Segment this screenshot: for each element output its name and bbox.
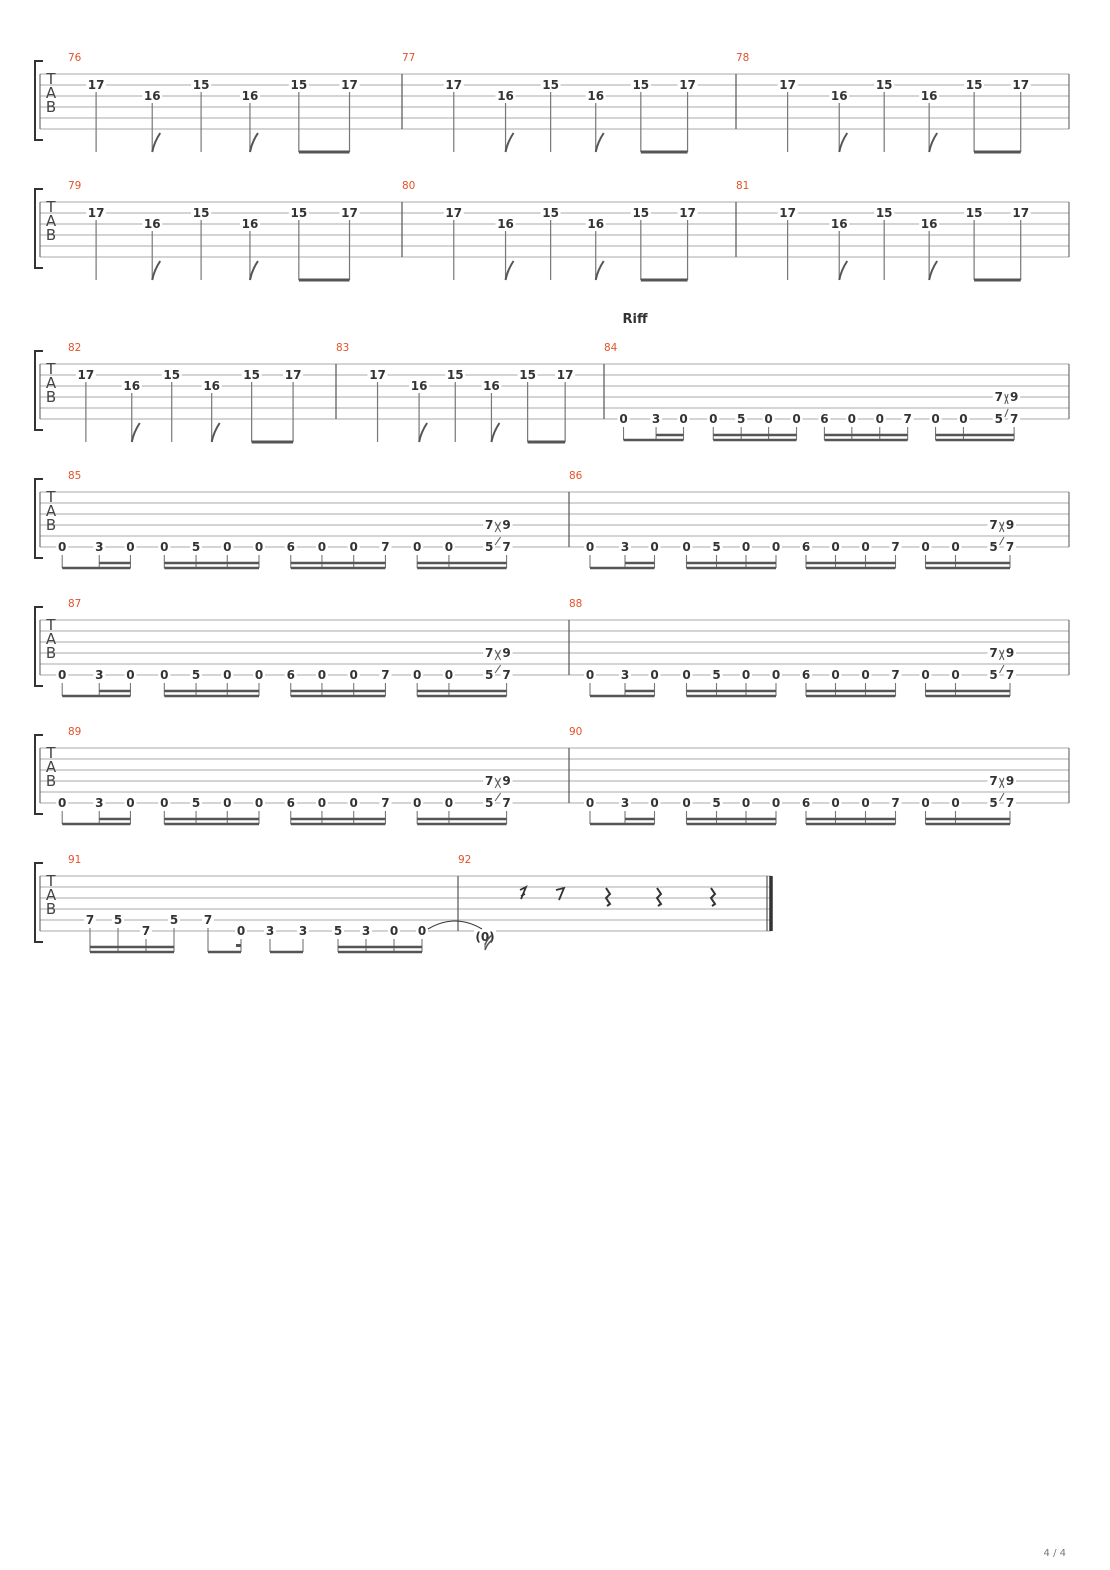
- fret-number: 16: [143, 89, 161, 103]
- fret-number: 0: [223, 796, 232, 810]
- eighth-flag: [929, 133, 937, 152]
- fret-number: 0: [951, 668, 960, 682]
- fret-number: 0: [349, 668, 358, 682]
- measure-number: 79: [68, 180, 82, 192]
- fret-number: 0: [412, 668, 422, 682]
- fret-number: 15: [519, 368, 536, 382]
- fret-number: 5: [989, 796, 998, 810]
- measure-number: 83: [336, 342, 350, 354]
- fret-number: 0: [771, 796, 781, 810]
- fret-number: 16: [143, 217, 161, 231]
- tab-clef-letter: A: [45, 212, 57, 230]
- fret-number: 0: [741, 540, 751, 554]
- fret-number: 9: [1005, 646, 1015, 660]
- eighth-flag: [152, 261, 160, 280]
- fret-number: 3: [95, 668, 104, 682]
- tab-clef-letter: T: [46, 70, 56, 88]
- fret-number: 0: [771, 668, 781, 682]
- fret-number: 0: [444, 540, 454, 554]
- fret-number: 17: [77, 368, 95, 382]
- fret-number: 5: [989, 668, 998, 682]
- measure-number: 81: [736, 180, 750, 192]
- fret-number: 16: [497, 217, 514, 231]
- slide-line: [495, 537, 500, 545]
- fret-number: 5: [484, 668, 494, 682]
- fret-number: 15: [192, 78, 210, 92]
- fret-number: 0: [921, 540, 930, 554]
- slide-line: [1000, 793, 1005, 801]
- fret-number: 0: [771, 540, 781, 554]
- fret-number: 5: [736, 412, 746, 426]
- fret-number: 7: [484, 646, 494, 660]
- fret-number: 3: [620, 796, 630, 810]
- slide-line: [495, 793, 500, 801]
- fret-number: 0: [831, 796, 840, 810]
- fret-number: 17: [679, 78, 696, 92]
- fret-number: 0: [349, 796, 358, 810]
- fret-number: 0: [223, 668, 232, 682]
- fret-number: 15: [875, 78, 893, 92]
- fret-number: 16: [123, 379, 141, 393]
- fret-number: 16: [483, 379, 500, 393]
- slide-line: [1000, 537, 1005, 545]
- fret-number: 7: [989, 518, 998, 532]
- fret-number: 0: [951, 540, 960, 554]
- fret-number: 7: [1005, 540, 1015, 554]
- slide-line: [1000, 665, 1005, 673]
- eighth-flag: [839, 261, 847, 280]
- staff-system: [35, 726, 1069, 824]
- fret-number: 5: [191, 668, 201, 682]
- fret-number: 0: [223, 540, 232, 554]
- fret-number: 9: [1005, 774, 1015, 788]
- tab-clef-letter: A: [45, 84, 57, 102]
- fret-number: 7: [1005, 796, 1015, 810]
- fret-number: 7: [903, 412, 912, 426]
- fret-number: 0: [58, 540, 67, 554]
- fret-number: 7: [989, 774, 998, 788]
- fret-number: 5: [191, 796, 201, 810]
- tab-clef-letter: B: [45, 644, 57, 662]
- eighth-flag: [491, 423, 499, 442]
- eighth-flag: [419, 423, 427, 442]
- fret-number: 17: [341, 206, 358, 220]
- fret-number: 9: [502, 774, 511, 788]
- fret-number: 0: [682, 540, 691, 554]
- fret-number: 0: [741, 668, 751, 682]
- fret-number: 5: [191, 540, 201, 554]
- measure-number: 88: [569, 598, 583, 610]
- tab-clef-letter: T: [46, 744, 56, 762]
- fret-number: 16: [241, 89, 259, 103]
- system-bracket: [35, 735, 43, 814]
- measure: [520, 887, 715, 906]
- fret-number: 5: [113, 913, 123, 927]
- tab-clef-letter: B: [45, 772, 57, 790]
- fret-number: 16: [830, 217, 848, 231]
- tab-clef-letter: B: [45, 388, 57, 406]
- fret-number: 15: [163, 368, 181, 382]
- measure: [444, 206, 698, 280]
- fret-number: 3: [620, 540, 630, 554]
- fret-number: 17: [556, 368, 574, 382]
- fret-number: 0: [831, 668, 840, 682]
- eighth-flag: [250, 261, 258, 280]
- fret-number: 17: [779, 78, 796, 92]
- fret-number: 16: [587, 89, 605, 103]
- fret-number: 5: [989, 540, 998, 554]
- fret-number: 16: [920, 217, 938, 231]
- fret-number: 0: [650, 796, 659, 810]
- fret-number: 3: [620, 668, 630, 682]
- eighth-flag: [152, 133, 160, 152]
- fret-number: 5: [712, 796, 721, 810]
- tab-clef-letter: T: [46, 488, 56, 506]
- measure-number: 82: [68, 342, 82, 354]
- eighth-flag: [132, 423, 140, 442]
- fret-number: 15: [965, 78, 983, 92]
- fret-number: 16: [241, 217, 259, 231]
- fret-number: 0: [389, 924, 399, 938]
- eighth-flag: [596, 133, 604, 152]
- tab-clef-letter: B: [45, 516, 57, 534]
- fret-number: 7: [203, 913, 213, 927]
- fret-number: 0: [236, 924, 246, 938]
- fret-number: 9: [502, 646, 511, 660]
- fret-number: 6: [801, 540, 811, 554]
- fret-number: 7: [989, 646, 998, 660]
- fret-number: 0: [126, 540, 135, 554]
- measure: [84, 913, 496, 952]
- fret-number: 6: [286, 796, 295, 810]
- fret-number: 0: [921, 796, 930, 810]
- fret-number: 3: [651, 412, 661, 426]
- fret-number: 15: [243, 368, 260, 382]
- fret-number: 17: [1012, 78, 1030, 92]
- fret-number: 16: [410, 379, 428, 393]
- measure-number: 90: [569, 726, 583, 738]
- fret-number: 15: [632, 78, 650, 92]
- tab-clef-letter: A: [45, 502, 57, 520]
- fret-number: 0: [254, 540, 264, 554]
- system-bracket: [35, 479, 43, 558]
- fret-number: 0: [861, 668, 870, 682]
- fret-number: 0: [160, 668, 169, 682]
- fret-number: 0: [417, 924, 427, 938]
- eighth-flag: [929, 261, 937, 280]
- quarter-rest: [657, 888, 661, 906]
- fret-number: 0: [317, 540, 327, 554]
- fret-number: 17: [1012, 206, 1030, 220]
- tab-clef-letter: B: [45, 900, 57, 918]
- tab-clef-letter: B: [45, 98, 57, 116]
- fret-number: 9: [1005, 518, 1015, 532]
- fret-number: 3: [95, 540, 104, 554]
- eighth-flag: [250, 133, 258, 152]
- fret-number: 0: [444, 668, 454, 682]
- measure: [368, 368, 576, 442]
- fret-number: 15: [290, 78, 308, 92]
- measure-number: 77: [402, 52, 416, 64]
- fret-number: 0: [58, 796, 67, 810]
- fret-number: 0: [764, 412, 773, 426]
- fret-number: 15: [446, 368, 464, 382]
- fret-number: 6: [286, 668, 295, 682]
- fret-number: 3: [95, 796, 104, 810]
- fret-number: 17: [341, 78, 358, 92]
- fret-number: 0: [650, 540, 659, 554]
- fret-number: 15: [192, 206, 210, 220]
- fret-number: 7: [994, 390, 1003, 404]
- quarter-rest: [711, 888, 715, 906]
- fret-number: 7: [381, 668, 390, 682]
- tab-clef-letter: B: [45, 226, 57, 244]
- fret-number: 7: [381, 796, 390, 810]
- measure: [76, 368, 303, 442]
- fret-number: 7: [891, 668, 900, 682]
- fret-number: 0: [317, 796, 327, 810]
- fret-number: 7: [484, 518, 494, 532]
- eighth-flag: [506, 261, 514, 280]
- system-bracket: [35, 351, 43, 430]
- measure: [778, 78, 1031, 152]
- fret-number: 0: [58, 668, 67, 682]
- section-label: Riff: [622, 312, 648, 327]
- fret-number: 0: [831, 540, 840, 554]
- fret-number: 0: [160, 796, 169, 810]
- slide-line: [495, 665, 500, 673]
- fret-number: 0: [585, 796, 595, 810]
- system-bracket: [35, 863, 43, 942]
- fret-number: 0: [875, 412, 884, 426]
- fret-number: 17: [87, 78, 105, 92]
- fret-number: 7: [502, 796, 511, 810]
- fret-number: 0: [792, 412, 801, 426]
- fret-number: 15: [875, 206, 893, 220]
- fret-number: 3: [361, 924, 371, 938]
- fret-number: 6: [801, 668, 811, 682]
- fret-number: 7: [891, 540, 900, 554]
- fret-number: 16: [587, 217, 605, 231]
- fret-number: 0: [861, 796, 870, 810]
- fret-number: 0: [349, 540, 358, 554]
- fret-number: 17: [779, 206, 796, 220]
- measure-number: 76: [68, 52, 82, 64]
- system-bracket: [35, 61, 43, 140]
- measure: [86, 78, 359, 152]
- fret-number: 17: [284, 368, 302, 382]
- fret-number: 15: [632, 206, 650, 220]
- fret-number: 15: [542, 78, 559, 92]
- fret-number: 0: [126, 796, 135, 810]
- fret-number: 0: [847, 412, 857, 426]
- fret-number: 5: [484, 540, 494, 554]
- measure-number: 87: [68, 598, 82, 610]
- fret-number: 17: [679, 206, 696, 220]
- fret-number: 0: [682, 668, 691, 682]
- fret-number: 0: [254, 668, 264, 682]
- fret-number: 7: [484, 774, 494, 788]
- fret-number: 0: [682, 796, 691, 810]
- fret-number: 0: [951, 796, 960, 810]
- tab-clef-letter: T: [46, 872, 56, 890]
- tab-clef-letter: A: [45, 374, 57, 392]
- eighth-flag: [506, 133, 514, 152]
- fret-number: 0: [585, 540, 595, 554]
- measure-number: 91: [68, 854, 82, 866]
- fret-number: 7: [502, 668, 511, 682]
- staff-system: [35, 180, 1069, 280]
- fret-number: 0: [931, 412, 940, 426]
- fret-number: 0: [619, 412, 628, 426]
- fret-number: 7: [891, 796, 900, 810]
- fret-number: 0: [741, 796, 751, 810]
- fret-number: 0: [412, 540, 422, 554]
- fret-number: 0: [650, 668, 659, 682]
- fret-number: 0: [317, 668, 327, 682]
- measure-number: 84: [604, 342, 618, 354]
- fret-number: 17: [369, 368, 386, 382]
- fret-number: 17: [445, 206, 463, 220]
- fret-number: 9: [1009, 390, 1019, 404]
- tied-note: (0): [475, 930, 495, 944]
- eighth-flag: [839, 133, 847, 152]
- page-indicator: 4 / 4: [1043, 1548, 1066, 1559]
- tab-clef-letter: A: [45, 758, 57, 776]
- fret-number: 0: [126, 668, 135, 682]
- measure-number: 89: [68, 726, 82, 738]
- fret-number: 9: [502, 518, 511, 532]
- dot-beam: [236, 944, 241, 947]
- fret-number: 6: [801, 796, 811, 810]
- measure: [86, 206, 359, 280]
- tab-clef-letter: T: [46, 360, 56, 378]
- fret-number: 17: [445, 78, 463, 92]
- fret-number: 0: [585, 668, 595, 682]
- fret-number: 7: [141, 924, 151, 938]
- fret-number: 7: [85, 913, 95, 927]
- fret-number: 16: [203, 379, 221, 393]
- fret-number: 0: [679, 412, 688, 426]
- measure-number: 78: [736, 52, 750, 64]
- fret-number: 16: [830, 89, 848, 103]
- measure-number: 80: [402, 180, 416, 192]
- measure: [444, 78, 698, 152]
- fret-number: 5: [484, 796, 494, 810]
- system-bracket: [35, 189, 43, 268]
- fret-number: 5: [994, 412, 1003, 426]
- fret-number: 17: [87, 206, 105, 220]
- fret-number: 15: [542, 206, 559, 220]
- measure: [778, 206, 1031, 280]
- measure-number: 86: [569, 470, 583, 482]
- fret-number: 7: [381, 540, 390, 554]
- fret-number: 6: [820, 412, 829, 426]
- eighth-flag: [212, 423, 220, 442]
- quarter-rest: [606, 888, 610, 906]
- fret-number: 5: [333, 924, 343, 938]
- tab-clef-letter: T: [46, 616, 56, 634]
- tie-arc: [428, 921, 482, 929]
- eighth-flag: [596, 261, 604, 280]
- measure-number: 85: [68, 470, 82, 482]
- tab-clef-letter: T: [46, 198, 56, 216]
- fret-number: 6: [286, 540, 295, 554]
- fret-number: 16: [497, 89, 514, 103]
- fret-number: 3: [298, 924, 308, 938]
- staff-system: [35, 52, 1069, 152]
- sixteenth-rest: [520, 887, 526, 899]
- fret-number: 3: [265, 924, 275, 938]
- fret-number: 0: [160, 540, 169, 554]
- fret-number: 15: [290, 206, 308, 220]
- fret-number: 7: [1009, 412, 1019, 426]
- fret-number: 15: [965, 206, 983, 220]
- system-bracket: [35, 607, 43, 686]
- fret-number: 5: [712, 668, 721, 682]
- tab-clef-letter: A: [45, 886, 57, 904]
- fret-number: 5: [169, 913, 179, 927]
- fret-number: 0: [709, 412, 718, 426]
- fret-number: 7: [502, 540, 511, 554]
- fret-number: 0: [254, 796, 264, 810]
- staff-system: [35, 342, 1069, 442]
- fret-number: 16: [920, 89, 938, 103]
- staff-system: [35, 598, 1069, 696]
- staff-system: [35, 470, 1069, 568]
- fret-number: 0: [959, 412, 968, 426]
- fret-number: 7: [1005, 668, 1015, 682]
- staff-system: [35, 854, 771, 952]
- measure-number: 92: [458, 854, 472, 866]
- tab-clef-letter: A: [45, 630, 57, 648]
- fret-number: 0: [412, 796, 422, 810]
- fret-number: 0: [921, 668, 930, 682]
- slide-line: [1005, 409, 1008, 417]
- fret-number: 5: [712, 540, 721, 554]
- fret-number: 0: [444, 796, 454, 810]
- fret-number: 0: [861, 540, 870, 554]
